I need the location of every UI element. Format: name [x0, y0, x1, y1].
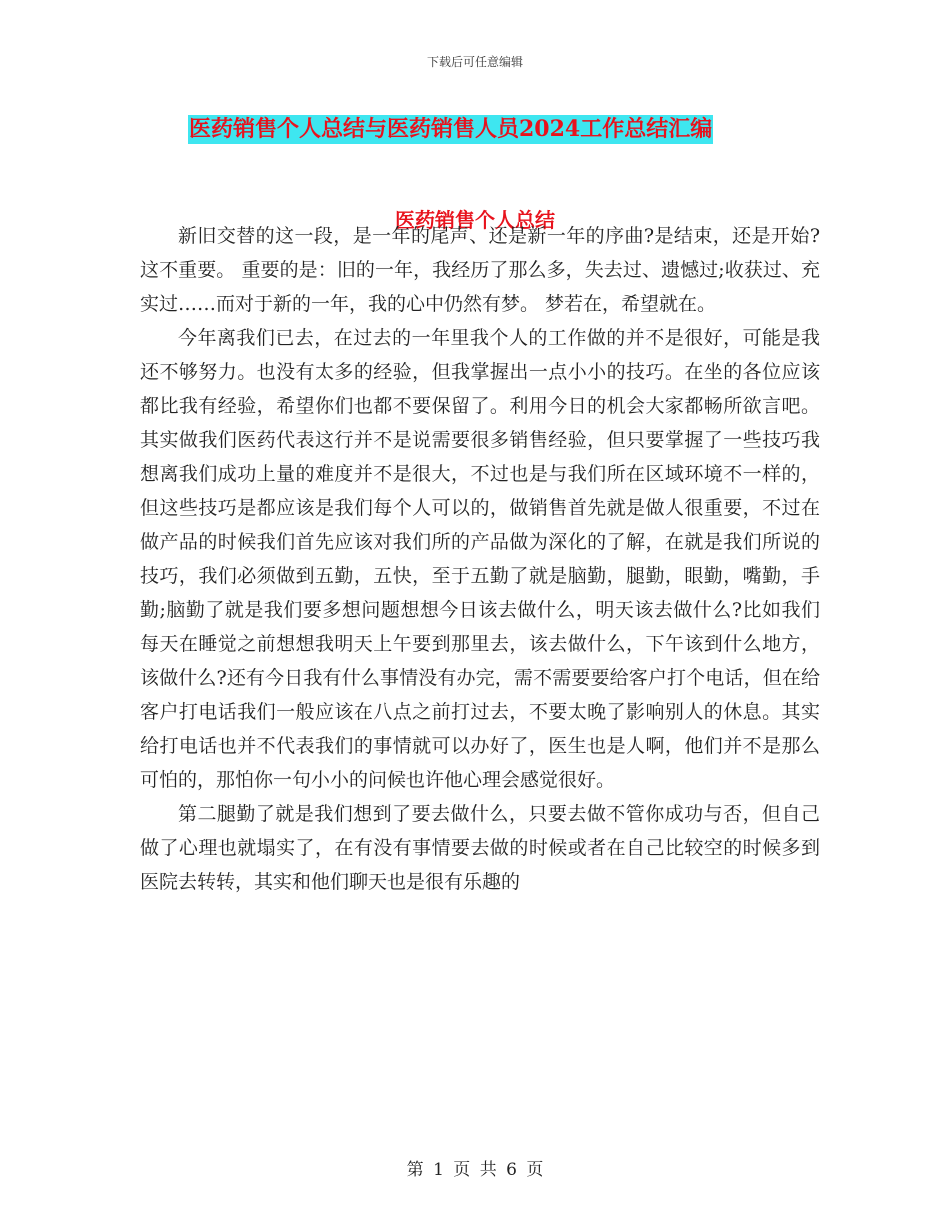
page-header-note: 下载后可任意编辑 — [426, 55, 523, 69]
document-title: 医药销售个人总结与医药销售人员2024工作总结汇编 — [189, 116, 713, 142]
document-body — [140, 219, 820, 899]
paragraph: 第二腿勤了就是我们想到了要去做什么，只要去做不管你成功与否，但自己做了心理也就塌实了，在有没有事情要去做的时候或者在自己比较空的时候多到医院去转转，其实和他们聊天也是很有乐趣的 — [140, 803, 820, 893]
page-number-footer: 第 1 页 共 6 页 — [406, 1160, 544, 1180]
paragraph: 新旧交替的这一段，是一年的尾声、还是新一年的序曲?是结束，还是开始? 这不重要。 重要的是：旧的一年，我经历了那么多，失去过、遗憾过;收获过、充实过……而对于新的一年，我的心中仍然有梦。 梦若在，希望就在。 — [140, 225, 820, 315]
paragraph: 今年离我们已去，在过去的一年里我个人的工作做的并不是很好，可能是我还不够努力。也没有太多的经验，但我掌握出一点小小的技巧。在坐的各位应该都比我有经验，希望你们也都不要保留了。利用今日的机会大家都畅所欲言吧。其实做我们医药代表这行并不是说需要很多销售经验，但只要掌握了一些技巧我想离我们成功上量的难度并不是很大，不过也是与我们所在区域环境不一样的，但这些技巧是都应该是我们每个人可以的，做销售首先就是做人很重要，不过在做产品的时候我们首先应该对我们所的产品做为深化的了解，在就是我们所说的技巧，我们必须做到五勤，五快，至于五勤了就是脑勤，腿勤，眼勤，嘴勤，手勤;脑勤了就是我们要多想问题想想今日该去做什么，明天该去做什么?比如我们每天在睡觉之前想想我明天上午要到那里去，该去做什么，下午该到什么地方，该做什么?还有今日我有什么事情没有办完，需不需要要给客户打个电话，但在给客户打电话我们一般应该在八点之前打过去，不要太晚了影响别人的休息。其实给打电话也并不代表我们的事情就可以办好了，医生也是人啊，他们并不是那么可怕的，那怕你一句小小的问候也许他心理会感觉很好。 — [140, 327, 820, 791]
section-title: 医药销售个人总结 — [395, 208, 555, 232]
